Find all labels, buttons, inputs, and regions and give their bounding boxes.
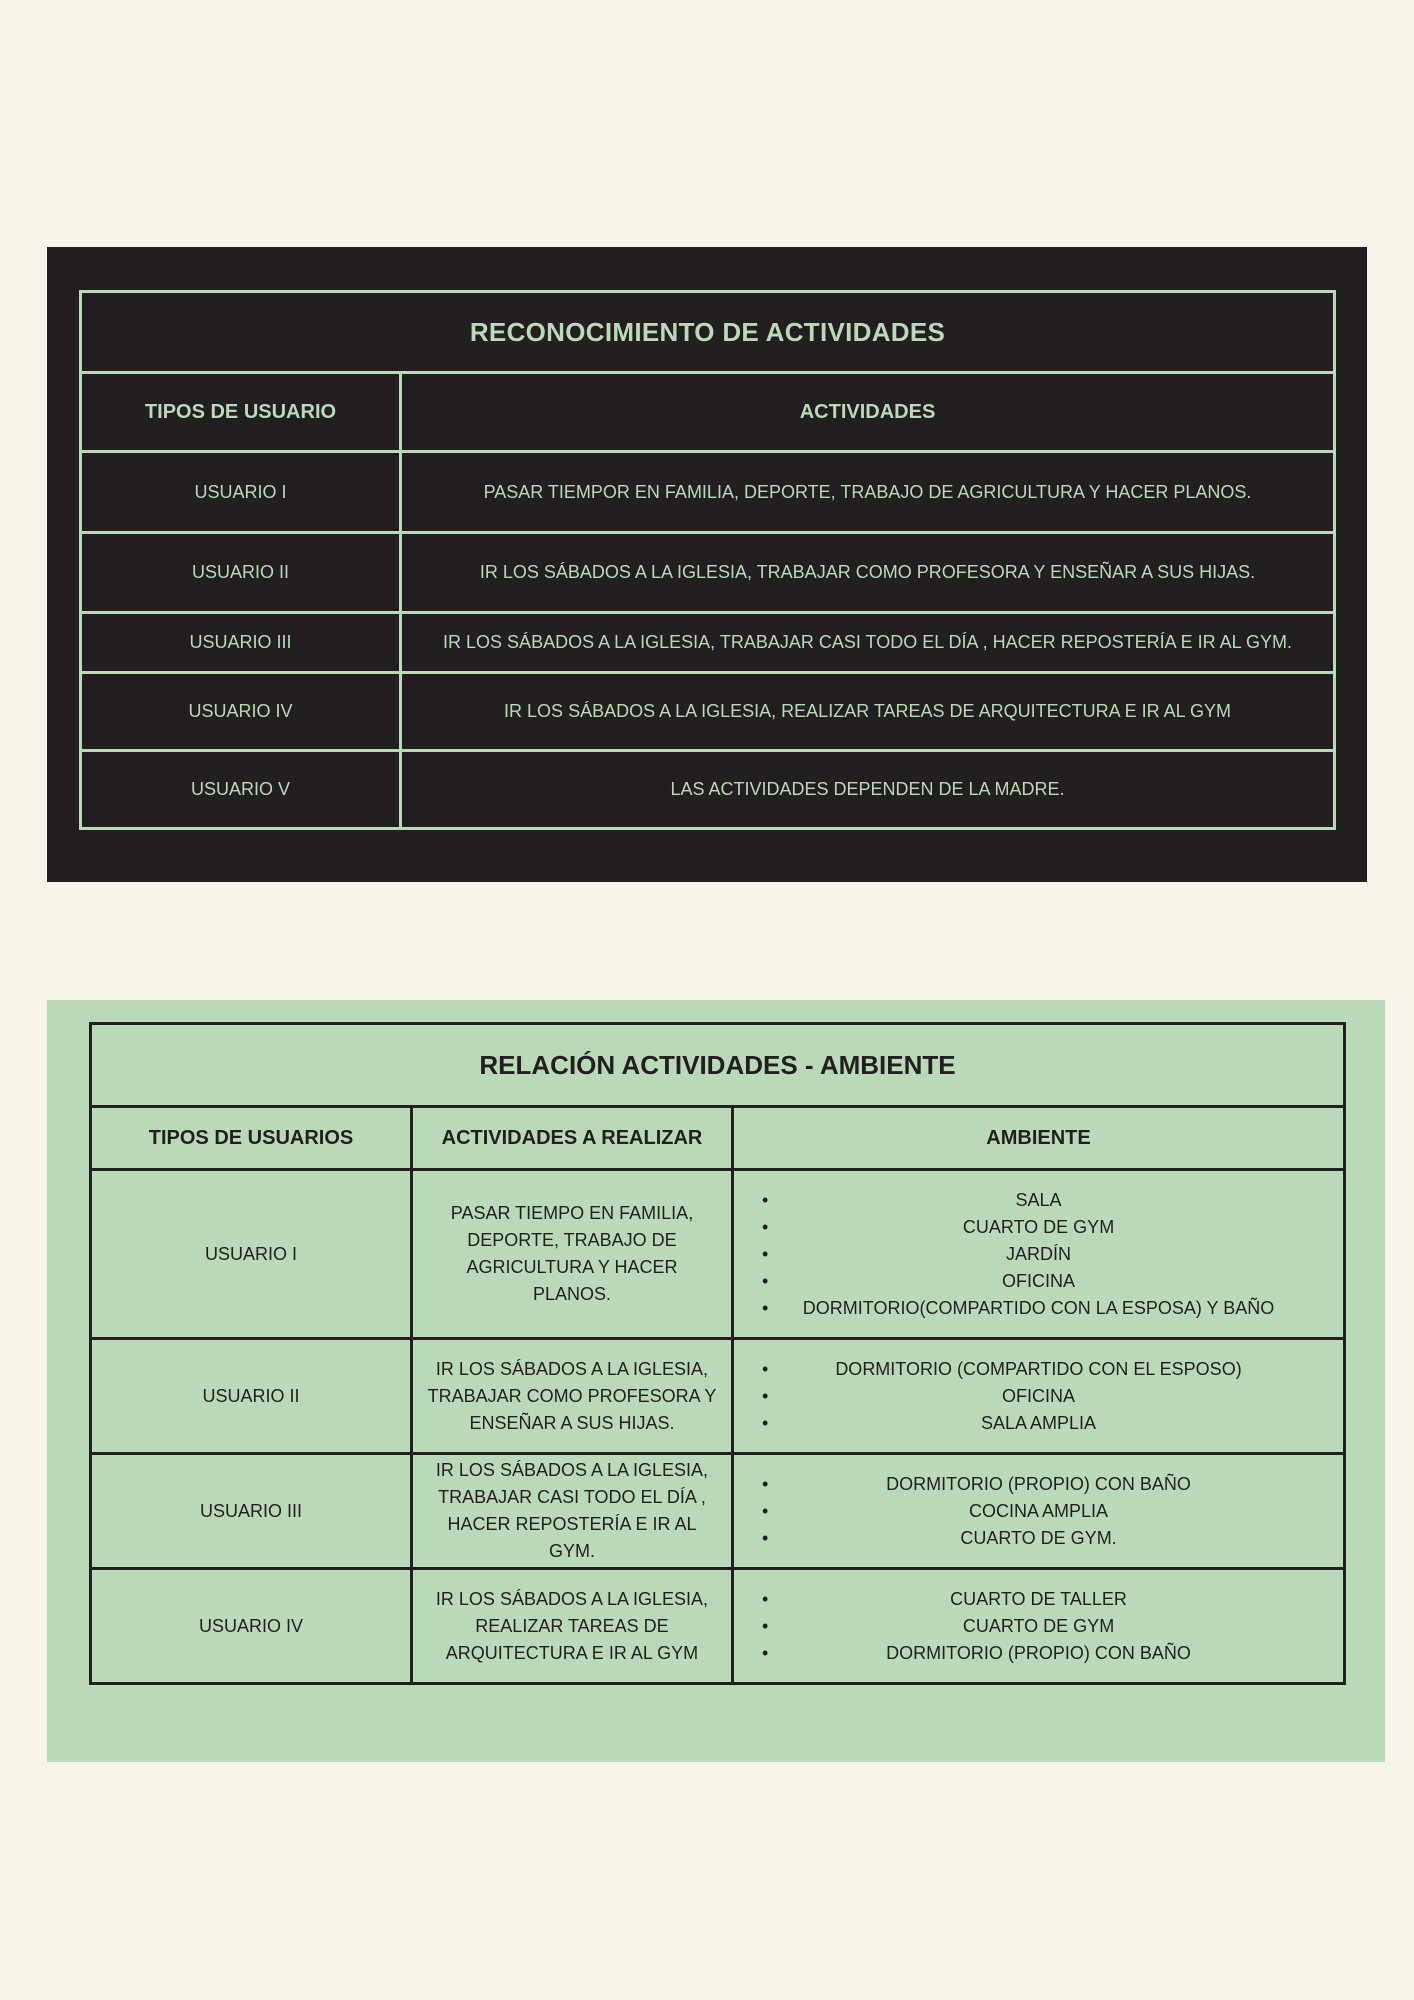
bullet-icon: •: [762, 1385, 769, 1406]
actividades-cell: PASAR TIEMPOR EN FAMILIA, DEPORTE, TRABAJO DE AGRICULTURA Y HACER PLANOS.: [401, 452, 1335, 533]
ambiente-item: DORMITORIO (PROPIO) CON BAÑO: [886, 1473, 1191, 1494]
table-row: [81, 533, 1335, 613]
ambiente-list: [748, 1471, 1329, 1552]
table-row: [91, 1454, 1345, 1569]
ambiente-item: COCINA AMPLIA: [968, 1500, 1109, 1521]
ambiente-item: SALA AMPLIA: [980, 1412, 1097, 1433]
usuario-cell: USUARIO IV: [91, 1569, 412, 1684]
relacion-title: RELACIÓN ACTIVIDADES - AMBIENTE: [91, 1024, 1345, 1107]
ambiente-item: OFICINA: [1002, 1385, 1076, 1406]
bullet-icon: •: [762, 1216, 769, 1237]
list-item: [748, 1383, 1329, 1410]
ambiente-item: CUARTO DE GYM: [962, 1216, 1115, 1237]
usuario-cell: USUARIO II: [91, 1339, 412, 1454]
bullet-icon: •: [762, 1588, 769, 1609]
usuario-cell: USUARIO II: [81, 533, 401, 613]
ambiente-item: JARDÍN: [1006, 1243, 1072, 1264]
list-item: [748, 1498, 1329, 1525]
reconocimiento-title-row: [81, 292, 1335, 373]
usuario-cell: USUARIO I: [81, 452, 401, 533]
usuario-cell: USUARIO I: [91, 1170, 412, 1339]
ambiente-item: CUARTO DE GYM.: [960, 1527, 1117, 1548]
usuario-cell: USUARIO III: [81, 613, 401, 673]
ambiente-list: [748, 1356, 1329, 1437]
reconocimiento-table: [79, 290, 1336, 830]
list-item: [748, 1640, 1329, 1667]
list-item: [748, 1187, 1329, 1214]
reconocimiento-title: RECONOCIMIENTO DE ACTIVIDADES: [81, 292, 1335, 373]
list-item: [748, 1410, 1329, 1437]
ambiente-item: CUARTO DE GYM: [962, 1615, 1115, 1636]
actividades-cell: IR LOS SÁBADOS A LA IGLESIA, TRABAJAR CASI TODO EL DÍA , HACER REPOSTERÍA E IR AL GYM.: [412, 1454, 733, 1569]
table-row: [81, 613, 1335, 673]
header-tipos-de-usuarios: TIPOS DE USUARIOS: [91, 1107, 412, 1170]
bullet-icon: •: [762, 1243, 769, 1264]
table-row: [91, 1339, 1345, 1454]
ambiente-item: CUARTO DE TALLER: [950, 1588, 1127, 1609]
bullet-icon: •: [762, 1500, 769, 1521]
usuario-cell: USUARIO IV: [81, 673, 401, 751]
table-row: [81, 673, 1335, 751]
ambiente-item: DORMITORIO(COMPARTIDO CON LA ESPOSA) Y BAÑO: [802, 1297, 1275, 1318]
actividades-cell: IR LOS SÁBADOS A LA IGLESIA, TRABAJAR COMO PROFESORA Y ENSEÑAR A SUS HIJAS.: [412, 1339, 733, 1454]
ambiente-item: SALA: [1015, 1189, 1062, 1210]
actividades-cell: IR LOS SÁBADOS A LA IGLESIA, REALIZAR TAREAS DE ARQUITECTURA E IR AL GYM: [412, 1569, 733, 1684]
list-item: [748, 1613, 1329, 1640]
reconocimiento-header-row: [81, 373, 1335, 452]
relacion-header-row: [91, 1107, 1345, 1170]
table-row: [81, 751, 1335, 829]
header-actividades-a-realizar: ACTIVIDADES A REALIZAR: [412, 1107, 733, 1170]
header-tipos-de-usuario: TIPOS DE USUARIO: [81, 373, 401, 452]
header-ambiente: AMBIENTE: [733, 1107, 1345, 1170]
list-item: [748, 1525, 1329, 1552]
bullet-icon: •: [762, 1358, 769, 1379]
bullet-icon: •: [762, 1297, 769, 1318]
ambiente-list: [748, 1586, 1329, 1667]
list-item: [748, 1356, 1329, 1383]
table-row: [91, 1170, 1345, 1339]
bullet-icon: •: [762, 1642, 769, 1663]
list-item: [748, 1471, 1329, 1498]
ambiente-item: DORMITORIO (PROPIO) CON BAÑO: [886, 1642, 1191, 1663]
actividades-cell: IR LOS SÁBADOS A LA IGLESIA, TRABAJAR CASI TODO EL DÍA , HACER REPOSTERÍA E IR AL GYM.: [401, 613, 1335, 673]
ambiente-list: [748, 1187, 1329, 1322]
header-actividades: ACTIVIDADES: [401, 373, 1335, 452]
list-item: [748, 1268, 1329, 1295]
table-row: [91, 1569, 1345, 1684]
bullet-icon: •: [762, 1270, 769, 1291]
ambiente-item: DORMITORIO (COMPARTIDO CON EL ESPOSO): [835, 1358, 1242, 1379]
relacion-panel: [47, 1000, 1385, 1762]
relacion-title-row: [91, 1024, 1345, 1107]
list-item: [748, 1241, 1329, 1268]
ambiente-item: OFICINA: [1002, 1270, 1076, 1291]
usuario-cell: USUARIO V: [81, 751, 401, 829]
bullet-icon: •: [762, 1473, 769, 1494]
list-item: [748, 1214, 1329, 1241]
bullet-icon: •: [762, 1189, 769, 1210]
actividades-cell: IR LOS SÁBADOS A LA IGLESIA, REALIZAR TAREAS DE ARQUITECTURA E IR AL GYM: [401, 673, 1335, 751]
bullet-icon: •: [762, 1615, 769, 1636]
usuario-cell: USUARIO III: [91, 1454, 412, 1569]
bullet-icon: •: [762, 1412, 769, 1433]
reconocimiento-panel: [47, 247, 1367, 882]
ambiente-cell: [733, 1454, 1345, 1569]
list-item: [748, 1295, 1329, 1322]
bullet-icon: •: [762, 1527, 769, 1548]
ambiente-cell: [733, 1339, 1345, 1454]
relacion-table: [89, 1022, 1346, 1685]
actividades-cell: LAS ACTIVIDADES DEPENDEN DE LA MADRE.: [401, 751, 1335, 829]
table-row: [81, 452, 1335, 533]
ambiente-cell: [733, 1170, 1345, 1339]
list-item: [748, 1586, 1329, 1613]
actividades-cell: IR LOS SÁBADOS A LA IGLESIA, TRABAJAR COMO PROFESORA Y ENSEÑAR A SUS HIJAS.: [401, 533, 1335, 613]
actividades-cell: PASAR TIEMPO EN FAMILIA, DEPORTE, TRABAJO DE AGRICULTURA Y HACER PLANOS.: [412, 1170, 733, 1339]
ambiente-cell: [733, 1569, 1345, 1684]
